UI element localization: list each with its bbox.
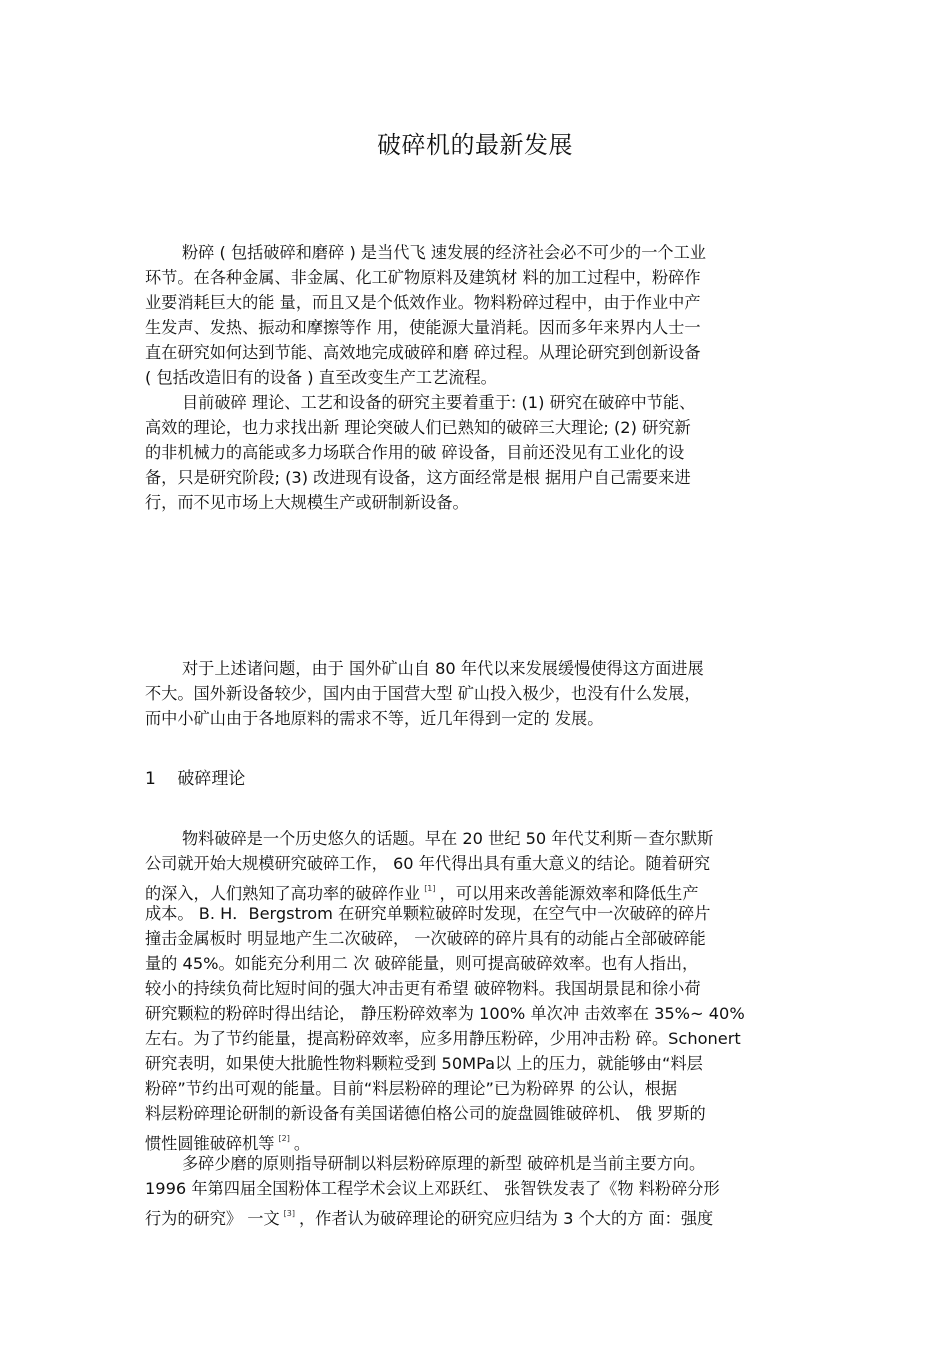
citation-ref: [3] (283, 1209, 295, 1218)
text-segment: 。 (293, 1134, 311, 1153)
text-line: 行，而不见市场上大规模生产或研制新设备。 (145, 493, 469, 512)
text-line: 而中小矿山由于各地原料的需求不等，近几年得到一定的 发展。 (145, 709, 604, 728)
text-line: 公司就开始大规模研究破碎工作， 60 年代得出具有重大意义的结论。随着研究 (145, 854, 711, 873)
text-segment: ，作者认为破碎理论的研究应归结为 3 个大的方 面：强度 (299, 1209, 714, 1228)
text-segment: 惯性圆锥破碎机等 (145, 1134, 275, 1153)
text-line: 物料破碎是一个历史悠久的话题。早在 20 世纪 50 年代艾利斯－查尔默斯 (182, 829, 714, 848)
intro-paragraph (145, 240, 805, 390)
text-line: 粉碎 ( 包括破碎和磨碎 ) 是当代飞 速发展的经济社会必不可少的一个工业 (182, 243, 706, 262)
crushing-theory-paragraph (145, 826, 805, 1151)
text-line: 成本。 B. H．Bergstrom 在研究单颗粒破碎时发现，在空气中一次破碎的碎片 (145, 904, 711, 923)
text-line: 直在研究如何达到节能、高效地完成破碎和磨 碎过程。从理论研究到创新设备 (145, 343, 701, 362)
research-focus-paragraph (145, 390, 805, 515)
text-line: 多碎少磨的原则指导研制以料层粉碎原理的新型 破碎机是当前主要方向。 (182, 1154, 706, 1173)
main-direction-paragraph (145, 1151, 805, 1226)
citation-ref: [2] (278, 1134, 290, 1143)
page-title: 破碎机的最新发展 (377, 131, 573, 159)
text-segment: 行为的研究》 一文 (145, 1209, 280, 1228)
text-line (145, 876, 805, 901)
text-line: 生发声、发热、振动和摩擦等作 用，使能源大量消耗。因而多年来界内人士一 (145, 318, 701, 337)
section-heading: 1 破碎理论 (145, 769, 246, 789)
text-line: 目前破碎 理论、工艺和设备的研究主要着重于: (1) 研究在破碎中节能、 (182, 393, 696, 412)
text-line (145, 1126, 805, 1151)
text-line: 左右。为了节约能量，提高粉碎效率，应多用静压粉碎，少用冲击粉 碎。Schonert (145, 1029, 741, 1048)
text-line: 粉碎”节约出可观的能量。目前“料层粉碎的理论”已为粉碎界 的公认，根据 (145, 1079, 678, 1098)
text-line: 业要消耗巨大的能 量，而且又是个低效作业。物料粉碎过程中，由于作业中产 (145, 293, 701, 312)
text-line: 1996 年第四届全国粉体工程学术会议上邓跃红、 张智铁发表了《物 料粉碎分形 (145, 1179, 720, 1198)
text-line: 的非机械力的高能或多力场联合作用的破 碎设备，目前还没见有工业化的设 (145, 443, 685, 462)
text-line: 对于上述诸问题，由于 国外矿山自 80 年代以来发展缓慢使得这方面进展 (182, 659, 704, 678)
text-line: 较小的持续负荷比短时间的强大冲击更有希望 破碎物料。我国胡景昆和徐小荷 (145, 979, 701, 998)
text-line: 研究表明，如果使大批脆性物料颗粒受到 50MPa以 上的压力，就能够由“料层 (145, 1054, 703, 1073)
text-line: 量的 45%。如能充分利用二 次 破碎能量，则可提高破碎效率。也有人指出， (145, 954, 699, 973)
citation-ref: [1] (424, 884, 436, 893)
text-line: 研究颗粒的粉碎时得出结论， 静压粉碎效率为 100% 单次冲 击效率在 35%~ 40% (145, 1004, 745, 1023)
text-segment: ，可以用来改善能源效率和降低生产 (439, 884, 699, 903)
text-line: 高效的理论，也力求找出新 理论突破人们已熟知的破碎三大理论; (2) 研究新 (145, 418, 691, 437)
text-segment: 的深入，人们熟知了高功率的破碎作业 (145, 884, 421, 903)
domestic-situation-paragraph (145, 656, 805, 731)
text-line: 撞击金属板时 明显地产生二次破碎， 一次破碎的碎片具有的动能占全部破碎能 (145, 929, 706, 948)
text-line (145, 1201, 805, 1226)
text-line: 不大。国外新设备较少，国内由于国营大型 矿山投入极少，也没有什么发展， (145, 684, 701, 703)
text-line: 环节。在各种金属、非金属、化工矿物原料及建筑材 料的加工过程中，粉碎作 (145, 268, 701, 287)
text-line: 料层粉碎理论研制的新设备有美国诺德伯格公司的旋盘圆锥破碎机、 俄 罗斯的 (145, 1104, 706, 1123)
text-line: 备，只是研究阶段; (3) 改进现有设备，这方面经常是根 据用户自己需要来进 (145, 468, 691, 487)
text-line: ( 包括改造旧有的设备 ) 直至改变生产工艺流程。 (145, 368, 497, 387)
